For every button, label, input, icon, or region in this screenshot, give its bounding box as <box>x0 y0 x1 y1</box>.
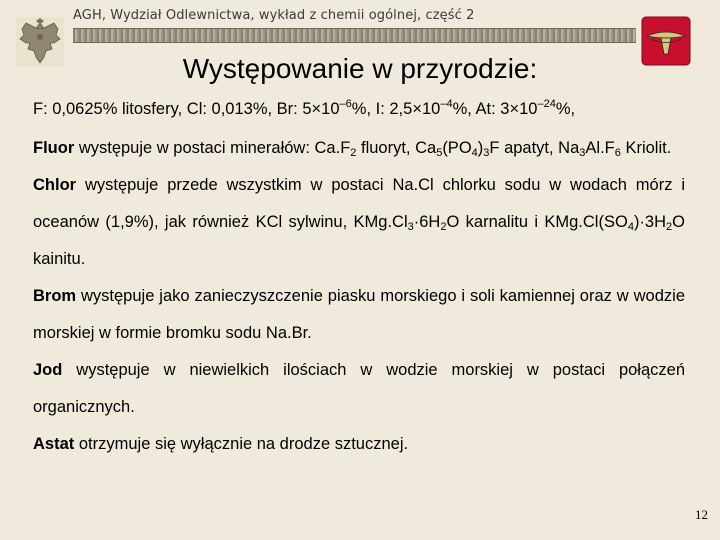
chlor-text: O kainitu. <box>33 213 685 268</box>
bromine-exponent: –6 <box>339 98 352 110</box>
chlor-text: występuje przede wszystkim w postaci Na.Cl chlorku sodu w wodach mórz i oceanów (1,9%), jak również KCl sylwinu, KMg.Cl <box>33 176 685 231</box>
header-decorative-bar <box>73 28 636 43</box>
brom-heading: Brom <box>33 287 77 305</box>
brom-text: występuje jako zanieczyszczenie piasku morskiego i soli kamiennej oraz w wodzie morskiej w formie bromku sodu Na.Br. <box>33 287 685 342</box>
astatine-abundance: At: 3 <box>475 100 510 118</box>
chlor-paragraph: Chlor występuje przede wszystkim w postaci Na.Cl chlorku sodu w wodach mórz i oceanów (1,9%), jak również KCl sylwinu, $KMg.Cl_3\cdot 6H_2O$ karnalitu i $KMg.Cl(SO_4)\cdot 3H_2O$ kainitu. <box>33 176 685 268</box>
abundance-paragraph: F: 0,0625% litosfery, Cl: 0,013%, Br: $5\times 10^{-6}\%$, I: $2,5\times 10^{-4}\%$, At: $3\times 10^{-24}\%$, <box>33 98 576 118</box>
chlorine-abundance: Cl: 0,013%, <box>186 100 273 118</box>
header-title: AGH, Wydział Odlewnictwa, wykład z chemii ogólnej, część 2 <box>73 8 475 23</box>
jod-paragraph <box>33 352 685 426</box>
astat-paragraph <box>33 426 685 463</box>
fluor-paragraph: Fluor występuje w postaci minerałów: $Ca.F_2$ fluoryt, $Ca_5(PO_4)_3F$ apatyt, $Na_3Al.F_6$ Kriolit. <box>33 139 672 159</box>
fluor-heading: Fluor <box>33 139 75 157</box>
slide-number: 12 <box>695 507 708 522</box>
slide-content <box>33 96 685 463</box>
fluor-text: ) <box>477 139 484 157</box>
slide-title: Występowanie w przyrodzie: <box>182 53 538 84</box>
astatine-exponent: –24 <box>537 98 556 110</box>
astat-text: otrzymuje się wyłącznie na drodze sztucznej. <box>74 435 409 453</box>
chlor-text: O karnalitu i KMg.Cl(SO <box>446 213 628 231</box>
iodine-abundance: I: 2,5 <box>375 100 413 118</box>
fluor-text: Al.F <box>585 139 615 157</box>
brom-paragraph <box>33 278 685 352</box>
chlor-heading: Chlor <box>33 176 77 194</box>
jod-heading: Jod <box>33 361 63 379</box>
jod-text: występuje w niewielkich ilościach w wodzie morskiej w postaci połączeń organicznych. <box>33 361 685 416</box>
iodine-exponent: –4 <box>440 98 453 110</box>
fluorine-abundance: F: 0,0625% litosfery, <box>33 100 183 118</box>
bromine-abundance: Br: 5 <box>276 100 312 118</box>
fluor-text: Kriolit. <box>620 139 672 157</box>
chlor-text: ·6H <box>413 213 441 231</box>
astat-heading: Astat <box>33 435 75 453</box>
fluor-text: fluoryt, Ca <box>356 139 437 157</box>
fluor-text: występuje w postaci minerałów: Ca.F <box>74 139 351 157</box>
fluor-text: (PO <box>442 139 472 157</box>
chlor-text: )·3H <box>633 213 667 231</box>
fluor-text: F apatyt, Na <box>489 139 580 157</box>
